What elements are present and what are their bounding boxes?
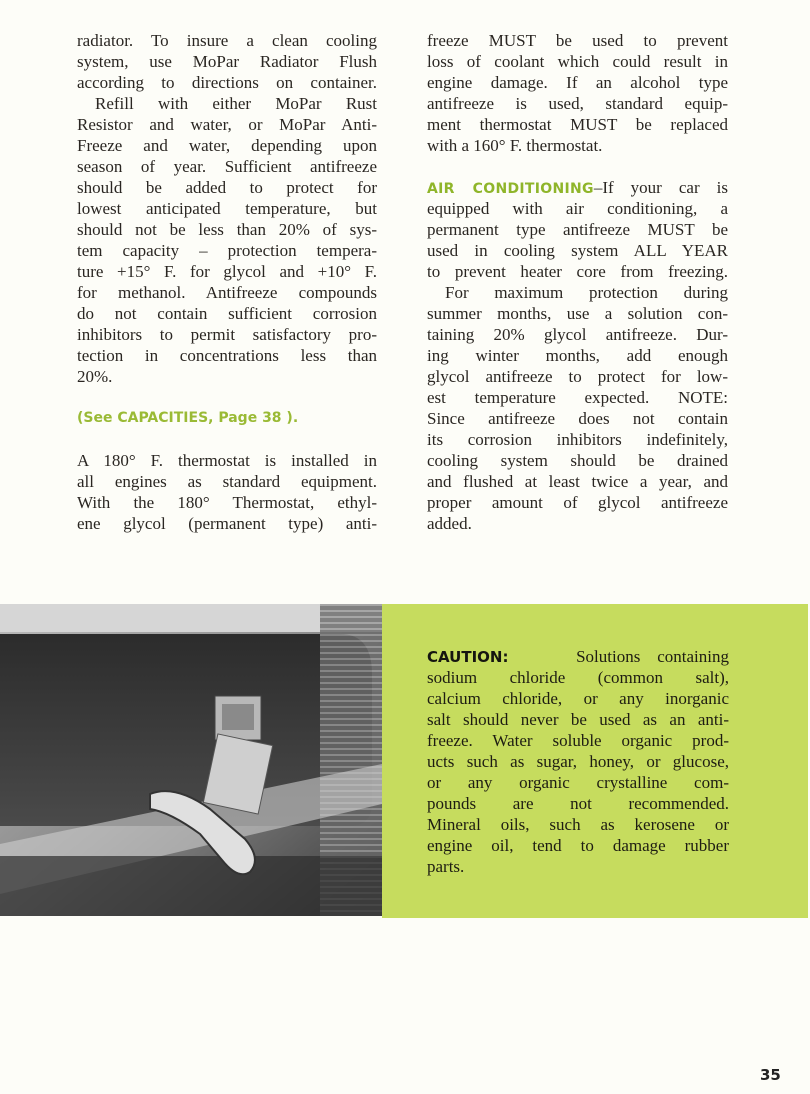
left-para-1	[77, 30, 377, 93]
text-line: tection in concentrations less than	[77, 346, 377, 365]
air-conditioning-first-line	[427, 177, 728, 198]
text-line: proper amount of glycol antifreeze	[427, 493, 728, 512]
text-line: cooling system should be drained	[427, 451, 728, 470]
page-number: 35	[760, 1066, 781, 1084]
text-line: 20%.	[77, 367, 113, 386]
text-line: Since antifreeze does not contain	[427, 409, 728, 428]
text-line: system, use MoPar Radiator Flush	[77, 52, 377, 71]
text-line: inhibitors to permit satisfactory pro-	[77, 325, 377, 344]
text-line: engine oil, tend to damage rubber	[427, 836, 729, 855]
text-line: antifreeze is used, standard equip-	[427, 94, 728, 113]
caution-body	[427, 667, 729, 877]
text-line: all engines as standard equipment.	[77, 472, 377, 491]
text-line: freeze. Water soluble organic prod-	[427, 731, 729, 750]
text-line: taining 20% glycol antifreeze. Dur-	[427, 325, 728, 344]
text-line: its corrosion inhibitors indefinitely,	[427, 430, 728, 449]
right-para-1	[427, 30, 728, 156]
text-line: lowest anticipated temperature, but	[77, 199, 377, 218]
text-line: season of year. Sufficient antifreeze	[77, 157, 377, 176]
text-line: tem capacity – protection tempera-	[77, 241, 377, 260]
text-line: should be added to protect for	[77, 178, 377, 197]
right-column	[427, 30, 728, 534]
left-para-3	[77, 450, 377, 534]
air-conditioning-heading: AIR CONDITIONING	[427, 181, 594, 197]
caution-heading: CAUTION:	[427, 648, 509, 666]
air-conditioning-intro: –If your car is	[593, 178, 729, 197]
text-line: ment thermostat MUST be replaced	[427, 115, 728, 134]
text-line: salt should never be used as an anti-	[427, 710, 729, 729]
text-line: est temperature expected. NOTE:	[427, 388, 728, 407]
text-line: Refill with either MoPar Rust	[95, 94, 377, 113]
caution-first-line	[427, 646, 729, 667]
text-line: ture +15° F. for glycol and +10° F.	[77, 262, 377, 281]
text-line: freeze MUST be used to prevent	[427, 31, 728, 50]
text-line: should not be less than 20% of sys-	[77, 220, 377, 239]
caution-intro: Solutions containing	[576, 647, 730, 666]
radiator-cap-photo	[0, 604, 382, 916]
text-line: according to directions on container.	[77, 73, 377, 92]
text-line: ene glycol (permanent type) anti-	[77, 514, 377, 533]
text-line: ing winter months, add enough	[427, 346, 728, 365]
text-line: radiator. To insure a clean cooling	[77, 31, 377, 50]
text-line: permanent type antifreeze MUST be	[427, 220, 728, 239]
right-para-2	[427, 198, 728, 282]
text-line: Mineral oils, such as kerosene or	[427, 815, 729, 834]
text-line: With the 180° Thermostat, ethyl-	[77, 493, 377, 512]
text-line: summer months, use a solution con-	[427, 304, 728, 323]
text-line: do not contain sufficient corrosion	[77, 304, 377, 323]
text-line: loss of coolant which could result in	[427, 52, 728, 71]
text-line: Resistor and water, or MoPar Anti-	[77, 115, 377, 134]
text-line: A 180° F. thermostat is installed in	[77, 451, 377, 470]
text-line: with a 160° F. thermostat.	[427, 136, 603, 155]
text-line: and flushed at least twice a year, and	[427, 472, 728, 491]
text-line: or any organic crystalline com-	[427, 773, 729, 792]
text-line: added.	[427, 514, 472, 533]
text-line: ucts such as sugar, honey, or glucose,	[427, 752, 729, 771]
text-line: for methanol. Antifreeze compounds	[77, 283, 377, 302]
left-column	[77, 30, 377, 534]
text-line: equipped with air conditioning, a	[427, 199, 728, 218]
text-line: Freeze and water, depending upon	[77, 136, 377, 155]
text-line: pounds are not recommended.	[427, 794, 729, 813]
radiator-drain-cock-illustration	[0, 604, 382, 916]
see-capacities-reference: (See CAPACITIES, Page 38 ).	[77, 410, 299, 426]
right-para-3	[427, 282, 728, 534]
text-line: For maximum protection during	[445, 283, 728, 302]
text-line: to prevent heater core from freezing.	[427, 262, 728, 281]
text-line: parts.	[427, 857, 465, 876]
text-line: engine damage. If an alcohol type	[427, 73, 728, 92]
text-line: sodium chloride (common salt),	[427, 668, 729, 687]
left-para-2	[77, 93, 377, 387]
text-line: calcium chloride, or any inorganic	[427, 689, 729, 708]
text-line: used in cooling system ALL YEAR	[427, 241, 728, 260]
text-line: glycol antifreeze to protect for low-	[427, 367, 728, 386]
caution-box	[382, 604, 808, 918]
